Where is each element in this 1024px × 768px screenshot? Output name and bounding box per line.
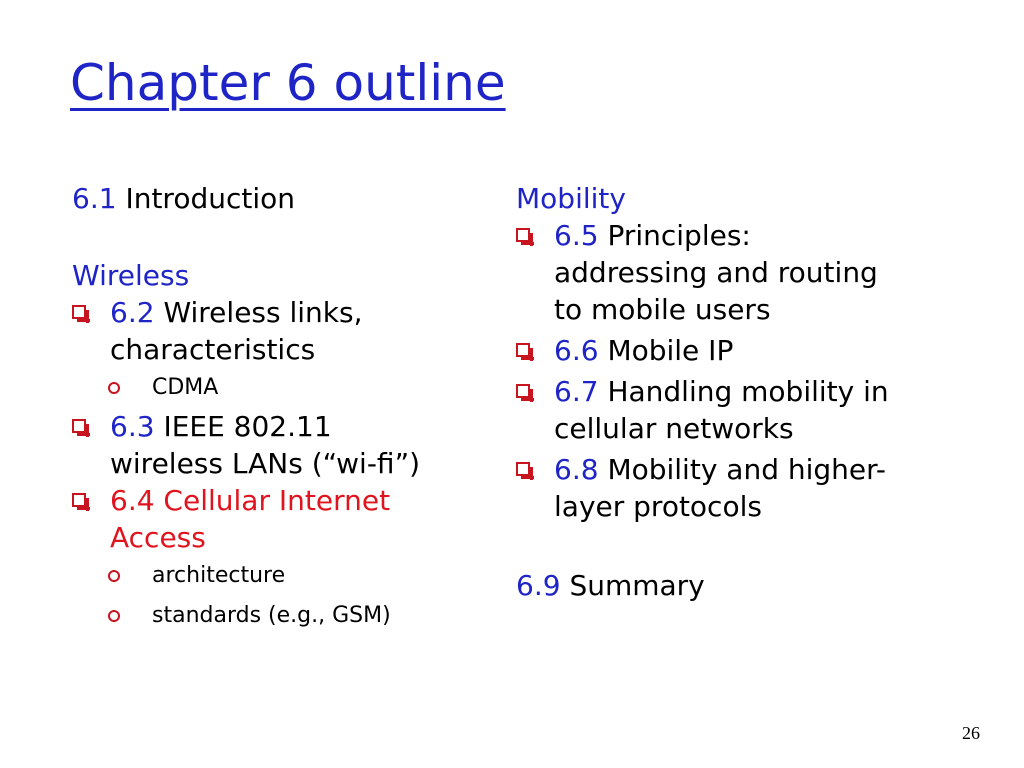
item-text: Mobile IP — [607, 334, 734, 367]
left-column — [72, 180, 492, 636]
circle-bullet-icon — [108, 382, 120, 394]
item-text-cont: Access — [110, 521, 206, 554]
right-column — [516, 180, 956, 604]
subitem-text: architecture — [152, 563, 286, 588]
item-number: 6.8 — [554, 453, 599, 486]
intro-number: 6.1 — [72, 182, 117, 215]
item-text-cont: layer protocols — [554, 490, 762, 523]
square-bullet-icon — [72, 305, 86, 319]
item-number: 6.6 — [554, 334, 599, 367]
item-number: 6.2 — [110, 296, 155, 329]
wireless-heading: Wireless — [72, 259, 190, 292]
item-text-cont: cellular networks — [554, 412, 794, 445]
page-number: 26 — [962, 723, 980, 743]
wireless-links-item — [72, 294, 492, 368]
item-text: 6.4 Cellular Internet — [110, 484, 391, 517]
standards-subitem — [108, 596, 492, 636]
item-text: Mobility and higher- — [607, 453, 886, 486]
slide-title: Chapter 6 outline — [70, 54, 506, 112]
intro-line — [72, 180, 492, 217]
intro-text: Introduction — [125, 182, 295, 215]
cellular-item — [72, 482, 492, 556]
square-bullet-icon — [516, 343, 530, 357]
principles-item — [516, 217, 956, 328]
item-number: 6.5 — [554, 219, 599, 252]
item-number: 6.3 — [110, 410, 155, 443]
item-text-cont: to mobile users — [554, 293, 771, 326]
square-bullet-icon — [72, 493, 86, 507]
circle-bullet-icon — [108, 570, 120, 582]
higher-layer-item — [516, 451, 956, 525]
square-bullet-icon — [72, 419, 86, 433]
architecture-subitem — [108, 556, 492, 596]
cellular-mobility-item — [516, 373, 956, 447]
square-bullet-icon — [516, 384, 530, 398]
summary-line — [516, 567, 956, 604]
subitem-text: CDMA — [152, 375, 219, 400]
item-text: Wireless links, — [163, 296, 363, 329]
square-bullet-icon — [516, 228, 530, 242]
item-text-cont: addressing and routing — [554, 256, 878, 289]
item-text: Handling mobility in — [607, 375, 889, 408]
wifi-item — [72, 408, 492, 482]
mobile-ip-item — [516, 332, 956, 369]
item-text-cont: characteristics — [110, 333, 316, 366]
circle-bullet-icon — [108, 610, 120, 622]
cdma-subitem — [108, 368, 492, 408]
item-number: 6.7 — [554, 375, 599, 408]
summary-text: Summary — [569, 569, 705, 602]
item-text: Principles: — [607, 219, 751, 252]
summary-number: 6.9 — [516, 569, 561, 602]
mobility-heading: Mobility — [516, 182, 626, 215]
square-bullet-icon — [516, 462, 530, 476]
subitem-text: standards (e.g., GSM) — [152, 603, 391, 628]
item-text: IEEE 802.11 — [163, 410, 332, 443]
item-text-cont: wireless LANs (“wi-fi”) — [110, 447, 420, 480]
